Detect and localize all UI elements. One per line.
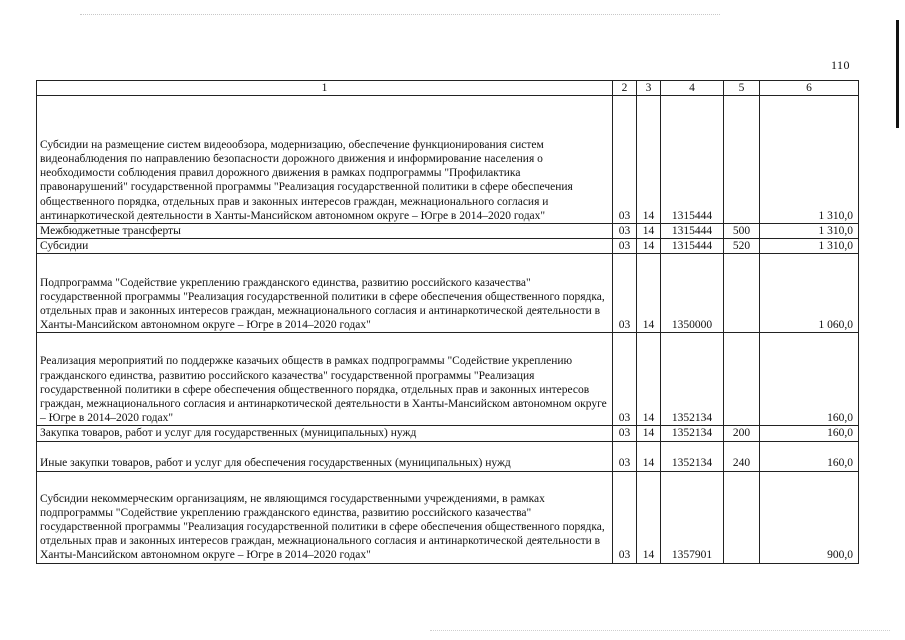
row-expense-type [724,96,760,224]
table-row [37,96,859,224]
table-row [37,224,859,239]
row-name: Реализация мероприятий по поддержке казачьих обществ в рамках подпрограммы "Содействие укреплению гражданского единства, развитию российского казачества" государственной программы "Реализация государственной политики в сфере обеспечения общественного порядка, отдельных прав и законных интересов граждан, межнационального согласия и антинаркотической деятельности в Ханты-Мансийском автономном округе – Югре в 2014–2020 годах" [37,333,613,426]
row-name: Закупка товаров, работ и услуг для государственных (муниципальных) нужд [37,426,613,441]
page-number: 110 [830,58,850,72]
binding-edge-mark [896,20,899,128]
row-name: Межбюджетные трансферты [37,224,613,239]
table-row [37,254,859,333]
row-amount: 1 060,0 [760,254,859,333]
row-section: 03 [613,96,637,224]
table-row [37,426,859,441]
table-row [37,239,859,254]
row-target-code: 1350000 [661,254,724,333]
table-header-row [37,81,859,96]
row-amount: 1 310,0 [760,224,859,239]
row-target-code: 1352134 [661,426,724,441]
table-row [37,441,859,471]
scan-artifact-bottom [430,630,890,632]
row-subsection: 14 [637,224,661,239]
header-col-1: 1 [37,81,613,96]
row-subsection: 14 [637,96,661,224]
row-section: 03 [613,426,637,441]
row-amount: 160,0 [760,333,859,426]
row-subsection: 14 [637,441,661,471]
row-name: Субсидии некоммерческим организациям, не являющимся государственными учреждениями, в рамках подпрограммы "Содействие укреплению гражданского единства, развитию российского казачества" государственной программы "Реализация государственной политики в сфере обеспечения общественного порядка, отдельных прав и законных интересов граждан, межнационального согласия и антинаркотической деятельности в Ханты-Мансийском автономном округе – Югре в 2014–2020 годах" [37,471,613,563]
row-subsection: 14 [637,333,661,426]
scan-artifact-top [80,14,720,16]
row-target-code: 1352134 [661,333,724,426]
row-section: 03 [613,471,637,563]
row-expense-type: 500 [724,224,760,239]
header-col-5: 5 [724,81,760,96]
row-section: 03 [613,441,637,471]
row-expense-type: 520 [724,239,760,254]
row-expense-type [724,254,760,333]
row-amount: 160,0 [760,441,859,471]
row-target-code: 1357901 [661,471,724,563]
row-subsection: 14 [637,239,661,254]
row-expense-type [724,471,760,563]
row-name: Иные закупки товаров, работ и услуг для обеспечения государственных (муниципальных) нужд [37,441,613,471]
row-expense-type [724,333,760,426]
row-section: 03 [613,224,637,239]
header-col-2: 2 [613,81,637,96]
row-target-code: 1315444 [661,96,724,224]
row-expense-type: 240 [724,441,760,471]
row-section: 03 [613,254,637,333]
row-expense-type: 200 [724,426,760,441]
header-col-6: 6 [760,81,859,96]
row-section: 03 [613,333,637,426]
row-target-code: 1315444 [661,239,724,254]
row-subsection: 14 [637,426,661,441]
table-row [37,471,859,563]
row-subsection: 14 [637,471,661,563]
row-target-code: 1352134 [661,441,724,471]
budget-table [36,80,859,564]
row-amount: 900,0 [760,471,859,563]
row-name: Субсидии [37,239,613,254]
row-subsection: 14 [637,254,661,333]
row-amount: 160,0 [760,426,859,441]
header-col-4: 4 [661,81,724,96]
row-target-code: 1315444 [661,224,724,239]
header-col-3: 3 [637,81,661,96]
row-name: Субсидии на размещение систем видеообзора, модернизацию, обеспечение функционирования систем видеонаблюдения по направлению безопасности дорожного движения и информирование населения о необходимости соблюдения правил дорожного движения в рамках подпрограммы "Профилактика правонарушений" государственной программы "Реализация государственной политики в сфере обеспечения общественного порядка, отдельных прав и законных интересов граждан, межнационального согласия и антинаркотической деятельности в Ханты-Мансийском автономном округе – Югре в 2014–2020 годах" [37,96,613,224]
row-amount: 1 310,0 [760,96,859,224]
table-row [37,333,859,426]
row-name: Подпрограмма "Содействие укреплению гражданского единства, развитию российского казачества" государственной программы "Реализация государственной политики в сфере обеспечения общественного порядка, отдельных прав и законных интересов граждан, межнационального согласия и антинаркотической деятельности в Ханты-Мансийском автономном округе – Югре в 2014–2020 годах" [37,254,613,333]
row-amount: 1 310,0 [760,239,859,254]
row-section: 03 [613,239,637,254]
